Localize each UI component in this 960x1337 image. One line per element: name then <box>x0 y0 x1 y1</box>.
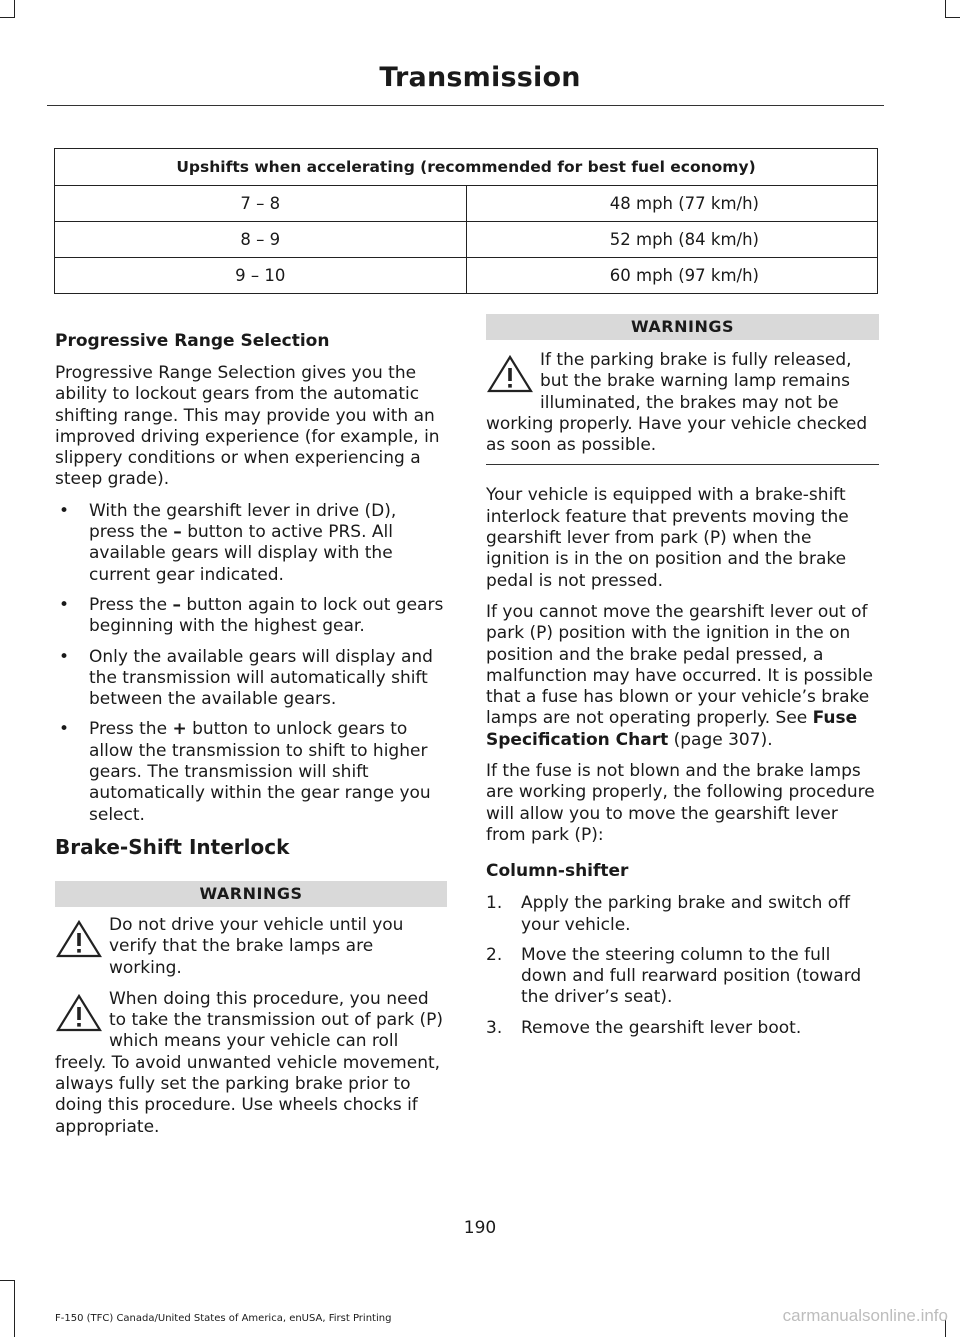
bullet-marker: • <box>59 594 70 615</box>
bullet-marker: • <box>59 646 70 667</box>
list-item <box>55 501 447 586</box>
warning-block <box>55 989 447 1138</box>
bullet-text: With the gearshift lever in drive (D), press the <box>89 500 397 543</box>
list-item <box>486 945 879 1009</box>
prs-intro: Progressive Range Selection gives you the ability to lockout gears from the automatic shifting range. This may provide you with an improved driving experience (for example, in slippery conditions or when experiencing a steep grade). <box>55 363 440 490</box>
gear-cell: 8 – 9 <box>55 222 467 258</box>
minus-symbol: – <box>173 522 182 543</box>
warning-text: Do not drive your vehicle until you verify that the brake lamps are working. <box>109 914 404 978</box>
bsi-paragraph: If the fuse is not blown and the brake lamps are working properly, the following procedure will allow you to move the gearshift lever from park (P): <box>486 761 875 845</box>
cross-reference-link[interactable]: Fuse Specification Chart <box>486 708 858 750</box>
gear-cell: 9 – 10 <box>55 258 467 294</box>
list-item <box>55 595 447 638</box>
step-text: Remove the gearshift lever boot. <box>521 1017 802 1038</box>
bullet-text: Press the <box>89 594 173 615</box>
title-divider <box>47 105 884 106</box>
crop-mark <box>14 0 15 18</box>
prs-bullet-list <box>55 501 447 826</box>
speed-cell: 52 mph (84 km/h) <box>466 222 878 258</box>
watermark: carmanualsonline.info <box>782 1306 948 1325</box>
speed-cell: 48 mph (77 km/h) <box>466 186 878 222</box>
warning-triangle-icon <box>55 919 103 959</box>
publication-info: F-150 (TFC) Canada/United States of America, enUSA, First Printing <box>55 1313 392 1324</box>
step-text: Apply the parking brake and switch off your vehicle. <box>521 893 850 935</box>
gear-cell: 7 – 8 <box>55 186 467 222</box>
page-number: 190 <box>463 1218 497 1238</box>
table-row <box>55 258 878 294</box>
bullet-text: Press the <box>89 719 173 740</box>
warning-text: If the parking brake is fully released, but the brake warning lamp remains illuminated, the brakes may not be working properly. Have your vehicle checked as soon as possible. <box>486 350 868 456</box>
warning-triangle-icon <box>486 354 534 394</box>
minus-symbol: – <box>172 594 181 615</box>
warning-block <box>486 350 879 456</box>
prs-heading: Progressive Range Selection <box>55 331 330 351</box>
crop-mark <box>945 0 946 18</box>
crop-mark <box>0 17 15 18</box>
table-row <box>55 186 878 222</box>
step-number: 1. <box>486 893 503 914</box>
bullet-text: button to active PRS. All available gears will display with the current gear indicated. <box>89 522 393 585</box>
warning-triangle-icon <box>55 993 103 1033</box>
warnings-header: WARNINGS <box>55 881 447 907</box>
list-item <box>486 893 879 936</box>
bsi-paragraph <box>486 602 879 751</box>
bullet-marker: • <box>59 719 70 740</box>
paragraph-text: (page 307). <box>668 729 773 750</box>
list-item <box>55 719 447 825</box>
bullet-text: Only the available gears will display and the transmission will automatically shift between the available gears. <box>89 646 433 710</box>
upshift-table <box>54 148 878 294</box>
bullet-text: button to unlock gears to allow the transmission to shift to higher gears. The transmission will shift automatically within the gear range you select. <box>89 719 431 825</box>
speed-cell: 60 mph (97 km/h) <box>466 258 878 294</box>
step-number: 2. <box>486 944 503 965</box>
bsi-paragraph: Your vehicle is equipped with a brake-shift interlock feature that prevents moving the gearshift lever from park (P) when the ignition is in the on position and the brake pedal is not pressed. <box>486 485 849 591</box>
warnings-header: WARNINGS <box>486 314 879 340</box>
plus-symbol: + <box>172 719 187 740</box>
list-item <box>486 1018 879 1039</box>
list-item <box>55 647 447 711</box>
right-column <box>486 314 879 1048</box>
table-row <box>55 222 878 258</box>
step-number: 3. <box>486 1017 503 1038</box>
column-shifter-heading: Column-shifter <box>486 861 629 882</box>
left-column <box>55 330 447 1138</box>
warning-text: When doing this procedure, you need to take the transmission out of park (P) which means your vehicle can roll freely. To avoid unwanted vehicle movement, always fully set the parking brake prior to doing this procedure. Use wheels chocks if appropriate. <box>55 988 443 1137</box>
bullet-text: button again to lock out gears beginning with the highest gear. <box>89 594 444 637</box>
warning-divider <box>486 464 879 465</box>
step-text: Move the steering column to the full down and full rearward position (toward the driver’s seat). <box>521 944 862 1008</box>
table-header: Upshifts when accelerating (recommended for best fuel economy) <box>55 149 878 186</box>
crop-mark <box>945 17 960 18</box>
page-title: Transmission <box>379 62 581 93</box>
warning-block <box>55 915 447 979</box>
bsi-heading: Brake-Shift Interlock <box>55 834 290 859</box>
procedure-steps <box>486 893 879 1039</box>
paragraph-text: If you cannot move the gearshift lever out of park (P) position with the ignition in the on position and the brake pedal pressed, a malfunction may have occurred. It is possible that a fuse has blown or your vehicle’s brake lamps are not operating properly. See <box>486 601 874 729</box>
crop-mark <box>14 1280 15 1337</box>
bullet-marker: • <box>59 500 70 521</box>
crop-mark <box>0 1280 15 1281</box>
